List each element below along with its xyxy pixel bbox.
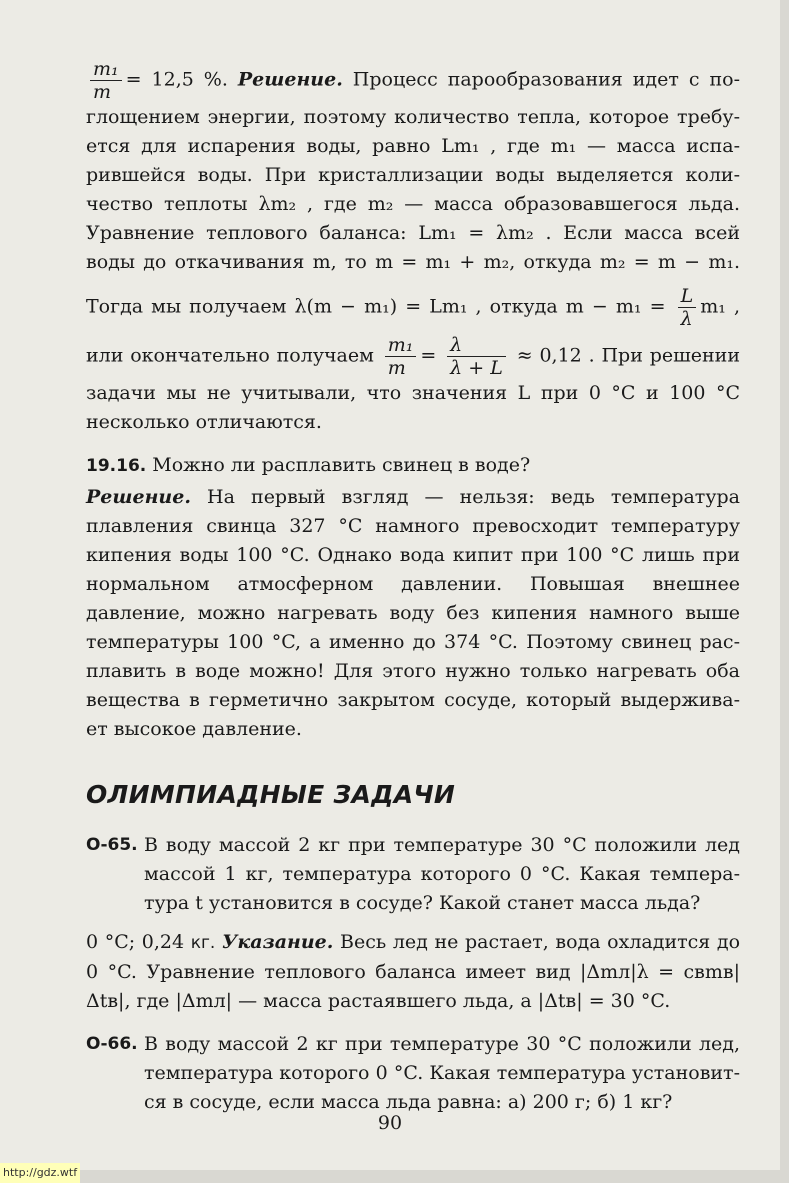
formula-line [86, 285, 740, 330]
page-number: 90 [377, 1112, 403, 1134]
task-o66 [86, 1030, 740, 1117]
page-content [86, 56, 740, 1117]
fraction-denominator: λ + L [450, 357, 503, 379]
section-title: ОЛИМПИАДНЫЕ ЗАДАЧИ [86, 780, 456, 809]
fraction-m1-over-m [90, 58, 122, 103]
task-text: В воду массой 2 кг при температуре 30 °C положили лед массой 1 кг, температура которого 0 °C. Какая темпера-тура t установится в сосуде? Какой станет масса льда? [144, 834, 740, 914]
text-line: ется для испарения воды, равно Lm₁ , где m₁ — масса испа- [86, 135, 740, 157]
formula-line [86, 334, 740, 379]
task-number: О-65. [86, 835, 138, 855]
text-line: рившейся воды. При кристаллизации воды выделяется коли- [86, 164, 740, 186]
hint-text: Весь лед не растает, вода охладится до 0 °C. Уравнение теплового баланса имеет вид |Δmл|λ = cвmв|Δtв|, где |Δmл| — масса растаявшего льда, а |Δtв| = 30 °C. [86, 931, 741, 1012]
task-number: 19.16. [86, 456, 147, 476]
text-line: несколько отличаются. [86, 411, 322, 433]
fraction-L-over-lambda [678, 285, 697, 330]
solution-text: На первый взгляд — нельзя: ведь температура плавления свинца 327 °C намного превосходит температуру кипения воды 100 °C. Однако вода кипит при 100 °C лишь при нормальном атмосферном давлении. Повышая внешнее давление, можно нагревать воду без кипения намного выше температуры 100 °C, а именно до 374 °C. Поэтому свинец рас-плавить в воде можно! Для этого нужно только нагревать оба вещества в герметично закрытом сосуде, который выдержива-ет высокое давление. [86, 486, 740, 740]
formula-text: или окончательно получаем [86, 344, 374, 367]
text-line: глощением энергии, поэтому количество тепла, которое требу- [86, 106, 740, 128]
fraction-lambda-over-sum [447, 334, 506, 379]
formula-text: Тогда мы получаем λ(m − m₁) = Lm₁ , откуда m − m₁ = [86, 295, 666, 318]
fraction-denominator: m [93, 81, 112, 103]
watermark-link[interactable]: http://gdz.wtf [0, 1163, 80, 1183]
task-text: В воду массой 2 кг при температуре 30 °C положили лед, температура которого 0 °C. Какая температура установит-ся в сосуде, если масса льда равна: а) 200 г; б) 1 кг? [144, 1033, 740, 1113]
fraction-m1-over-m [385, 334, 417, 379]
fraction-denominator: m [387, 357, 406, 379]
fraction-numerator: m₁ [90, 58, 122, 81]
fraction-numerator: L [678, 285, 697, 308]
text-line: чество теплоты λm₂ , где m₂ — масса образовавшегося льда. [86, 193, 740, 215]
text-line: задачи мы не учитывали, что значения L при 0 °C и 100 °C [86, 382, 740, 404]
solution-text: Процесс парообразования идет с по- [342, 68, 740, 91]
task-19-16-solution [86, 483, 740, 744]
answer-unit: кг. [190, 933, 216, 953]
spacer [86, 437, 740, 451]
solution-intro-line [86, 58, 740, 103]
fraction-denominator: λ [680, 308, 693, 330]
task-o65-answer [86, 928, 740, 1016]
ratio-value: = 12,5 %. [125, 68, 228, 91]
task-question: Можно ли расплавить свинец в воде? [152, 454, 531, 476]
spacer [86, 1016, 740, 1030]
solution-label: Решение. [237, 68, 343, 91]
answer-value: 0 °C; 0,24 [86, 931, 185, 953]
fraction-numerator: λ [447, 334, 506, 357]
text-line: Уравнение теплового баланса: Lm₁ = λm₂ . Если масса всей [86, 222, 740, 244]
text-line: воды до откачивания m, то m = m₁ + m₂, откуда m₂ = m − m₁. [86, 251, 741, 273]
formula-text: ≈ 0,12 . При решении [516, 344, 740, 367]
solution-label: Решение. [86, 486, 191, 508]
hint-label: Указание. [221, 931, 334, 953]
task-number: О-66. [86, 1034, 138, 1054]
task-o65 [86, 831, 740, 918]
formula-text: m₁ , [700, 295, 740, 318]
task-19-16-question [86, 451, 740, 481]
fraction-numerator: m₁ [385, 334, 417, 357]
equals-sign: = [420, 344, 437, 367]
